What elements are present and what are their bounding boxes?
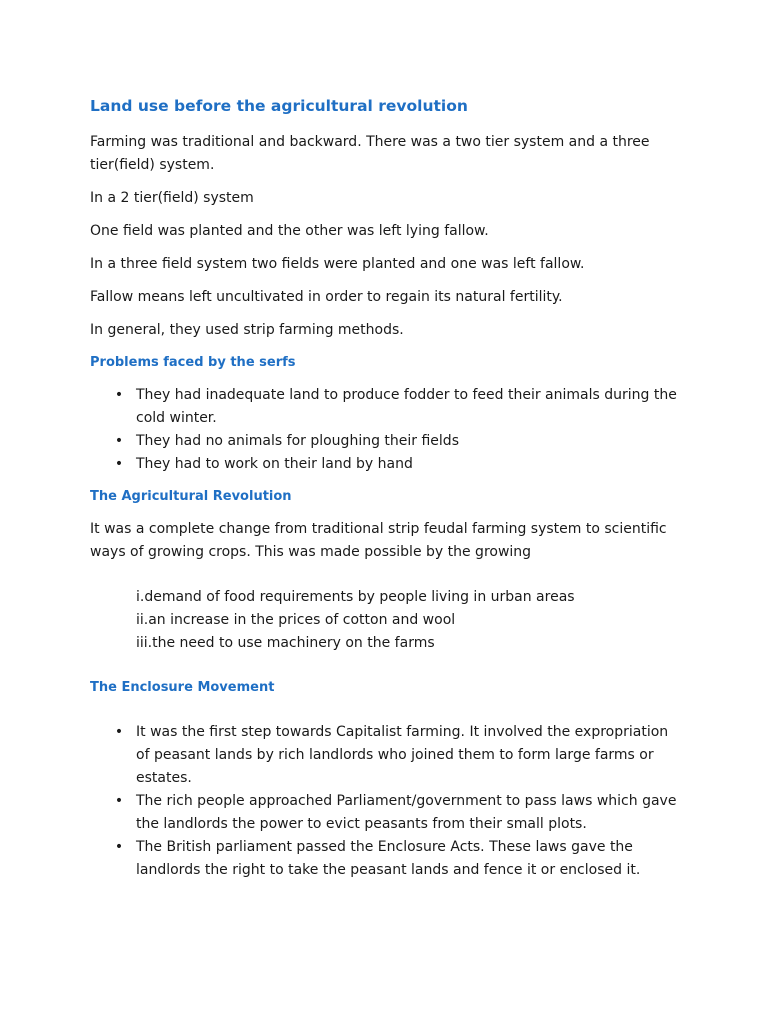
enclosure-list [90,721,684,882]
bullet-icon: • [114,433,124,449]
list-item: • The rich people approached Parliament/government to pass laws which gave the landlords the power to evict peasants from their small plots. [136,790,684,836]
problems-heading: Problems faced by the serfs [90,355,296,370]
list-item: • They had no animals for ploughing their fields [136,430,684,453]
list-item: • It was the first step towards Capitalist farming. It involved the expropriation of peasant lands by rich landlords who joined them to form large farms or estates. [136,721,684,790]
bullet-icon: • [114,456,124,472]
revolution-paragraph: It was a complete change from traditional strip feudal farming system to scientific ways of growing crops. This was made possible by the growing [90,521,667,560]
bullet-icon: • [114,793,124,809]
reasons-list [136,586,684,655]
intro-paragraph: In a 2 tier(field) system [90,190,254,206]
intro-paragraph: Farming was traditional and backward. There was a two tier system and a three tier(field) system. [90,134,650,173]
intro-paragraph: One field was planted and the other was left lying fallow. [90,223,489,239]
problems-list [90,384,684,476]
list-item: • They had inadequate land to produce fodder to feed their animals during the cold winter. [136,384,684,430]
page-title: Land use before the agricultural revolution [90,97,468,115]
list-item: ii.an increase in the prices of cotton and wool [136,612,456,628]
bullet-icon: • [114,387,124,403]
bullet-icon: • [114,724,124,740]
enclosure-heading: The Enclosure Movement [90,680,275,695]
list-item: • They had to work on their land by hand [136,453,684,476]
intro-paragraph: In general, they used strip farming methods. [90,322,404,338]
revolution-heading: The Agricultural Revolution [90,489,292,504]
list-item: iii.the need to use machinery on the farms [136,635,435,651]
list-item: • The British parliament passed the Enclosure Acts. These laws gave the landlords the right to take the peasant lands and fence it or enclosed it. [136,836,684,882]
intro-paragraph: Fallow means left uncultivated in order to regain its natural fertility. [90,289,563,305]
intro-paragraph: In a three field system two fields were planted and one was left fallow. [90,256,585,272]
bullet-icon: • [114,839,124,855]
list-item: i.demand of food requirements by people living in urban areas [136,589,575,605]
